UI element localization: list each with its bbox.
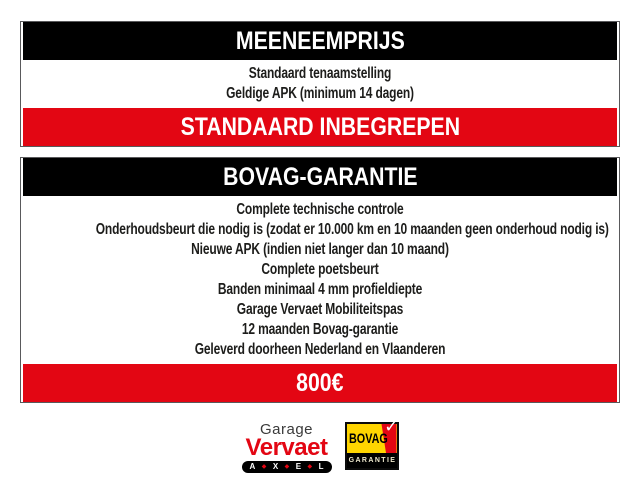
- list-item: Nieuwe APK (indien niet langer dan 10 maand): [191, 241, 449, 258]
- bovag-garantie-title: BOVAG-GARANTIE: [222, 162, 418, 191]
- bovag-logo-top: [347, 417, 399, 453]
- axel-banner: [242, 461, 332, 473]
- bovag-brand-label: BOVAG: [348, 430, 388, 446]
- bovag-garantie-section: [20, 157, 620, 403]
- list-item: Complete poetsbeurt: [261, 261, 379, 278]
- list-item: Standaard tenaamstelling: [248, 65, 392, 82]
- bovag-garantie-label: GARANTIE: [347, 453, 397, 468]
- list-item: Geleverd doorheen Nederland en Vlaanderen: [194, 341, 446, 358]
- list-item: 12 maanden Bovag-garantie: [241, 321, 399, 338]
- check-icon: ✓: [384, 417, 399, 437]
- bovag-garantie-logo: [345, 417, 399, 470]
- axel-letter: A: [249, 462, 256, 471]
- list-item: Banden minimaal 4 mm profieldiepte: [217, 281, 423, 298]
- bovag-garantie-items: [21, 196, 619, 364]
- garage-vervaet-logo-top: Garage: [259, 421, 314, 438]
- price-banner: [23, 364, 617, 402]
- meeneemprijs-section: [20, 21, 620, 147]
- meeneemprijs-header: [23, 22, 617, 60]
- diamond-separator-icon: ◆: [284, 463, 290, 470]
- axel-letter: E: [295, 462, 302, 471]
- garage-vervaet-logo: [242, 422, 332, 473]
- garage-vervaet-logo-name: Vervaet: [245, 434, 328, 461]
- footer-logos: [20, 417, 620, 473]
- price-label: 800€: [296, 368, 344, 397]
- list-item: Garage Vervaet Mobiliteitspas: [236, 301, 404, 318]
- bovag-garantie-header: [23, 158, 617, 196]
- standaard-inbegrepen-label: STANDAARD INBEGREPEN: [180, 112, 460, 141]
- price-flyer: [20, 0, 620, 473]
- axel-letter: X: [272, 462, 279, 471]
- axel-letter: L: [318, 462, 324, 471]
- list-item: Onderhoudsbeurt die nodig is (zodat er 10.000 km en 10 maanden geen onderhoud nodig is): [95, 221, 609, 238]
- list-item: Geldige APK (minimum 14 dagen): [226, 85, 414, 102]
- meeneemprijs-items: [21, 60, 619, 108]
- list-item: Complete technische controle: [236, 201, 404, 218]
- diamond-separator-icon: ◆: [307, 463, 313, 470]
- standaard-inbegrepen-banner: [23, 108, 617, 146]
- meeneemprijs-title: MEENEEMPRIJS: [235, 26, 405, 55]
- diamond-separator-icon: ◆: [261, 463, 267, 470]
